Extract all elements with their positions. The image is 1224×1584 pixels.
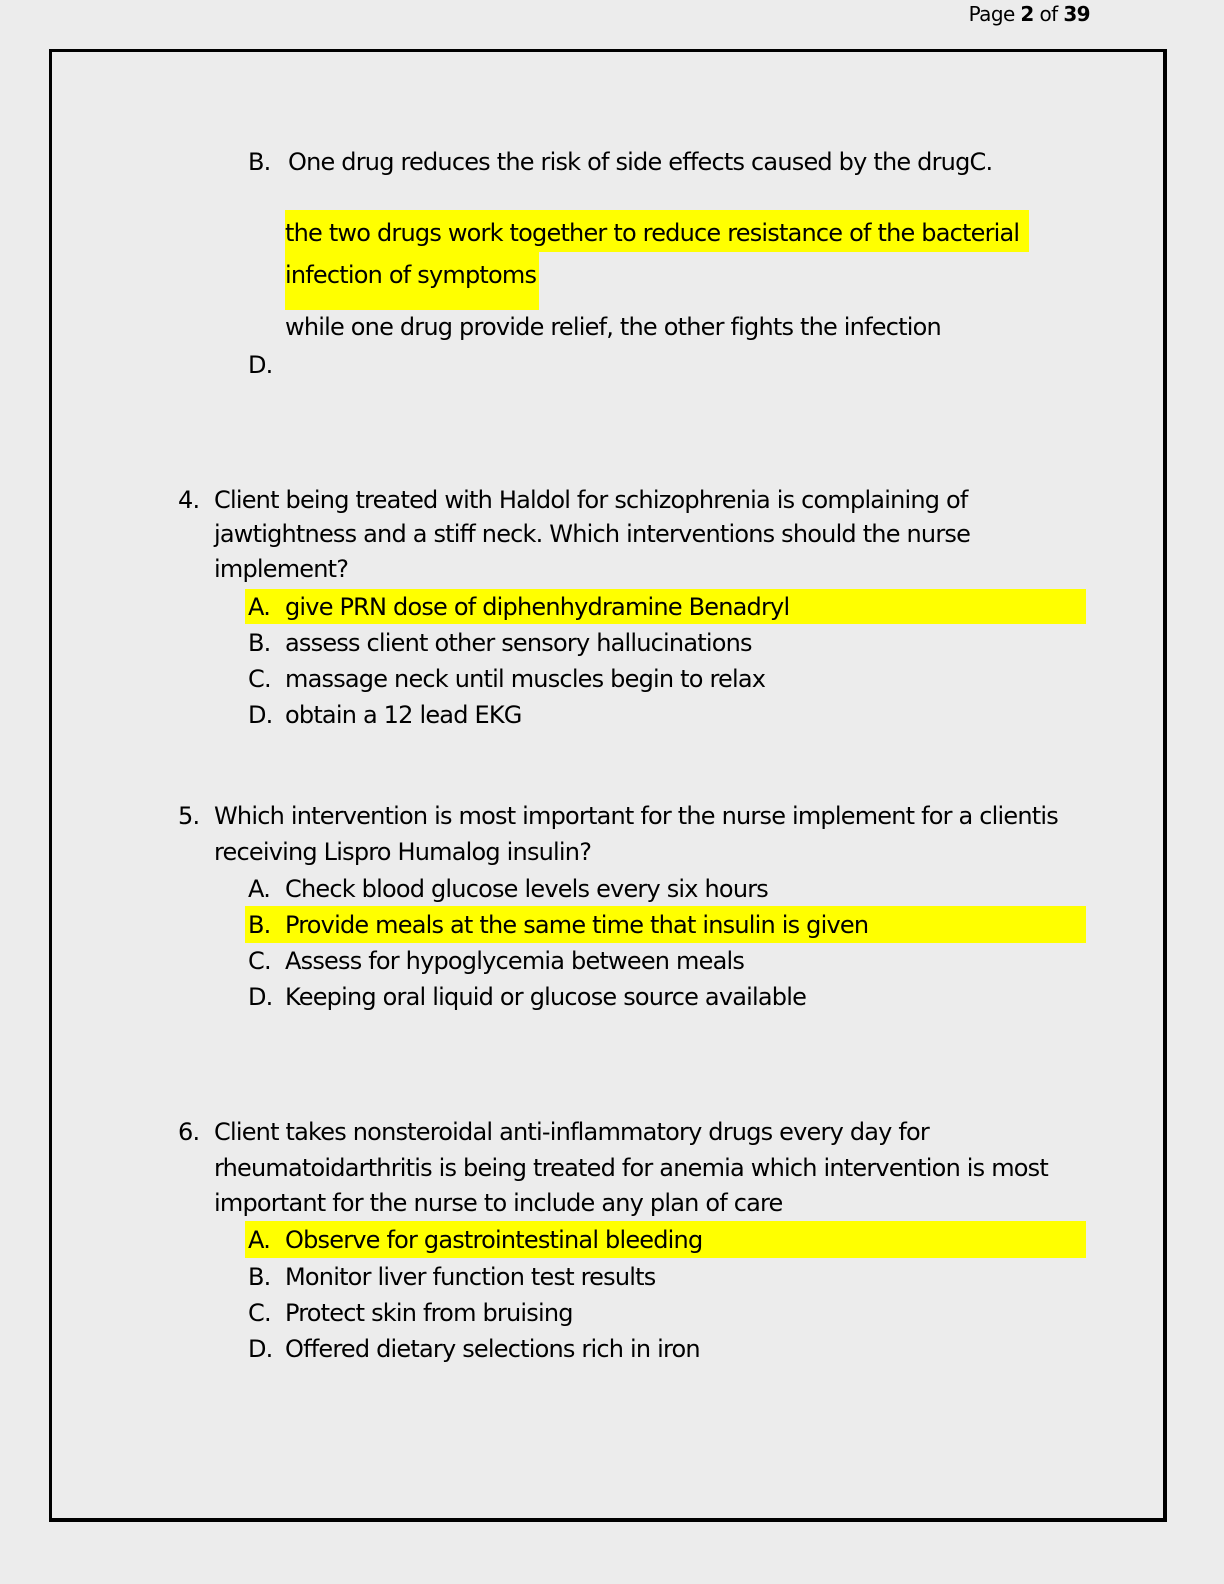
q6-option-d-text: Offered dietary selections rich in iron: [285, 1335, 700, 1363]
q3-option-b-text: One drug reduces the risk of side effects caused by the drugC.: [288, 148, 993, 176]
q5-option-a-letter: A.: [248, 875, 271, 903]
q6-option-c-letter: C.: [248, 1299, 271, 1327]
q3-highlight-line-2: infection of symptoms: [285, 261, 537, 289]
page-border: [49, 49, 1167, 1522]
q5-stem-line: Which intervention is most important for the nurse implement for a clientis: [214, 802, 1058, 830]
q6-option-a-letter: A.: [248, 1226, 271, 1254]
page-label: Page: [968, 2, 1015, 26]
q3-option-d-letter: D.: [248, 351, 273, 379]
q6-option-c-text: Protect skin from bruising: [285, 1299, 573, 1327]
q4-stem-line: jawtightness and a stiff neck. Which interventions should the nurse: [214, 520, 971, 548]
q6-option-b-letter: B.: [248, 1263, 271, 1291]
q4-option-d-letter: D.: [248, 701, 273, 729]
q6-option-a-text: Observe for gastrointestinal bleeding: [285, 1226, 703, 1254]
total-pages: 39: [1063, 2, 1090, 26]
q4-number: 4.: [178, 486, 200, 514]
q3-highlight-line-1: the two drugs work together to reduce resistance of the bacterial: [285, 219, 1020, 247]
q6-option-d-letter: D.: [248, 1335, 273, 1363]
q6-stem-line: important for the nurse to include any plan of care: [214, 1189, 783, 1217]
q6-stem-line: rheumatoidarthritis is being treated for anemia which intervention is most: [214, 1154, 1048, 1182]
q6-stem-line: Client takes nonsteroidal anti-inflammatory drugs every day for: [214, 1118, 929, 1146]
of-label: of: [1039, 2, 1058, 26]
q5-option-b-letter: B.: [248, 911, 271, 939]
q4-option-c-text: massage neck until muscles begin to relax: [285, 665, 766, 693]
q5-stem-line: receiving Lispro Humalog insulin?: [214, 838, 592, 866]
q5-option-d-text: Keeping oral liquid or glucose source available: [285, 983, 807, 1011]
q5-option-a-text: Check blood glucose levels every six hours: [285, 875, 768, 903]
q5-option-b-text: Provide meals at the same time that insulin is given: [285, 911, 869, 939]
q6-option-b-text: Monitor liver function test results: [285, 1263, 656, 1291]
q3-option-b: [248, 145, 992, 179]
q4-option-b-text: assess client other sensory hallucinations: [285, 629, 752, 657]
q6-number: 6.: [178, 1118, 200, 1146]
q4-stem-line: implement?: [214, 555, 349, 583]
q4-option-a-letter: A.: [248, 593, 271, 621]
q4-option-c-letter: C.: [248, 665, 271, 693]
q3-option-b-letter: B.: [248, 148, 271, 176]
q5-option-c-text: Assess for hypoglycemia between meals: [285, 947, 745, 975]
q4-option-d-text: obtain a 12 lead EKG: [285, 701, 522, 729]
q5-option-d-letter: D.: [248, 983, 273, 1011]
q4-option-b-letter: B.: [248, 629, 271, 657]
q4-option-a-text: give PRN dose of diphenhydramine Benadryl: [285, 593, 790, 621]
q5-option-c-letter: C.: [248, 947, 271, 975]
current-page: 2: [1020, 2, 1034, 26]
q4-stem-line: Client being treated with Haldol for schizophrenia is complaining of: [214, 486, 968, 514]
page-number: [969, 2, 1090, 26]
q3-extra-line: while one drug provide relief, the other fights the infection: [285, 313, 941, 341]
q5-number: 5.: [178, 802, 200, 830]
